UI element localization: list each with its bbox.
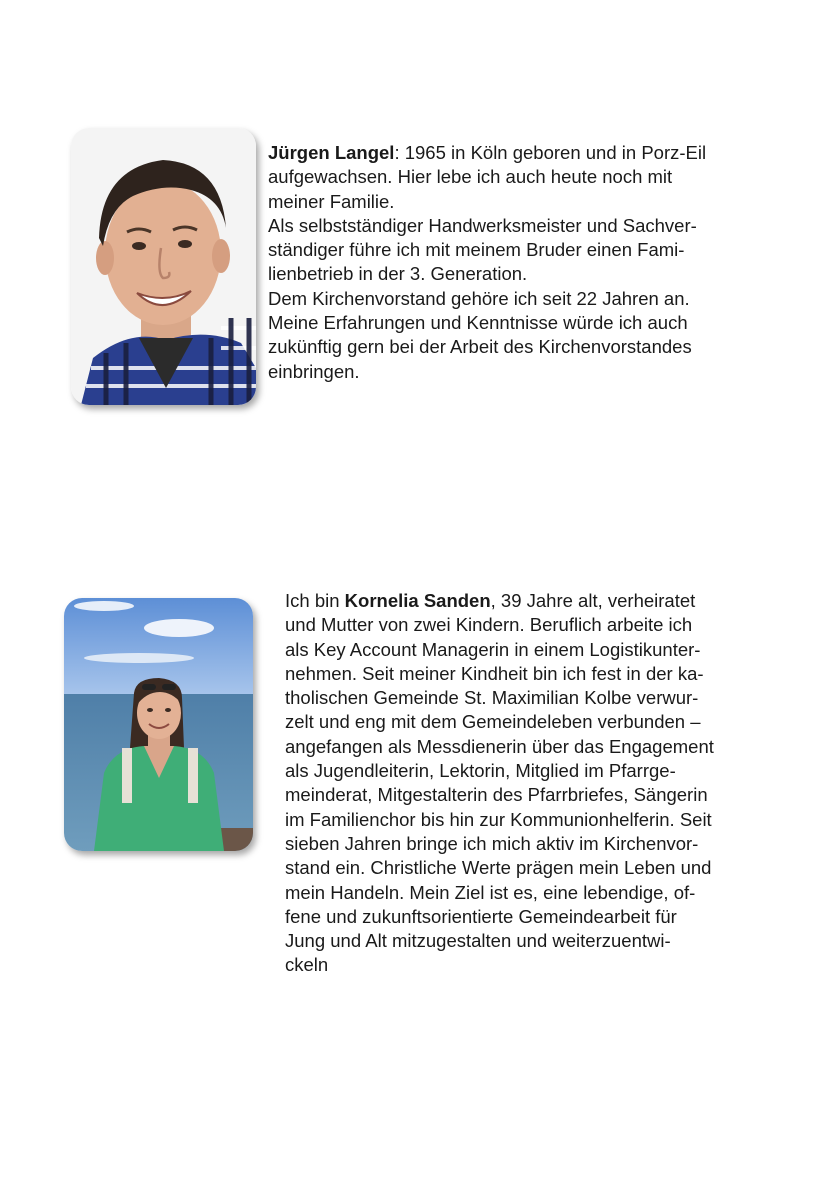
bio-line: zelt und eng mit dem Gemeindeleben verbunden – — [285, 711, 701, 733]
bio-line: meiner Familie. — [268, 190, 395, 212]
portrait-kornelia-sanden — [64, 598, 253, 851]
bio-line: aufgewachsen. Hier lebe ich auch heute noch mit — [268, 166, 673, 188]
bio-line: als Key Account Managerin in einem Logistikunter- — [285, 638, 701, 660]
bio-line: stand ein. Christliche Werte prägen mein Leben und — [285, 857, 712, 879]
bio-line: einbringen. — [268, 360, 360, 382]
bio-line: fene und zukunftsorientierte Gemeindearbeit für — [285, 905, 677, 927]
bio-line: tholischen Gemeinde St. Maximilian Kolbe verwur- — [285, 687, 699, 709]
bio-line: Jürgen Langel: 1965 in Köln geboren und in Porz-Eil — [268, 142, 707, 163]
bio-line: und Mutter von zwei Kindern. Beruflich arbeite ich — [285, 614, 693, 636]
bio-line: Als selbstständiger Handwerksmeister und Sachver- — [268, 214, 697, 236]
bio-line: Meine Erfahrungen und Kenntnisse würde ich auch — [268, 312, 688, 334]
bio-line: ständiger führe ich mit meinem Bruder einen Fami- — [268, 239, 685, 261]
bio-line: als Jugendleiterin, Lektorin, Mitglied im Pfarrge- — [285, 760, 676, 782]
person-name: Jürgen Langel — [268, 142, 395, 163]
bio-line: sieben Jahren bringe ich mich aktiv im Kirchenvor- — [285, 832, 699, 854]
bio-line: mein Handeln. Mein Ziel ist es, eine lebendige, of- — [285, 881, 696, 903]
bio-line: im Familienchor bis hin zur Kommunionhelferin. Seit — [285, 808, 712, 830]
bio-line: ckeln — [285, 954, 329, 976]
bio-line: lienbetrieb in der 3. Generation. — [268, 263, 528, 285]
bio-line: Dem Kirchenvorstand gehöre ich seit 22 Jahren an. — [268, 287, 690, 309]
person-name: Kornelia Sanden — [344, 590, 491, 611]
bio-juergen-langel — [268, 141, 706, 384]
bio-line: zukünftig gern bei der Arbeit des Kirchenvorstandes — [268, 336, 692, 358]
portrait-juergen-langel — [71, 128, 256, 405]
bio-line: nehmen. Seit meiner Kindheit bin ich fest in der ka- — [285, 662, 704, 684]
bio-line: Ich bin Kornelia Sanden, 39 Jahre alt, verheiratet — [285, 590, 696, 611]
bio-line: Jung und Alt mitzugestalten und weiterzuentwi- — [285, 930, 671, 952]
bio-kornelia-sanden — [285, 589, 714, 978]
bio-line: angefangen als Messdienerin über das Engagement — [285, 735, 714, 757]
bio-line: meinderat, Mitgestalterin des Pfarrbriefes, Sängerin — [285, 784, 708, 806]
